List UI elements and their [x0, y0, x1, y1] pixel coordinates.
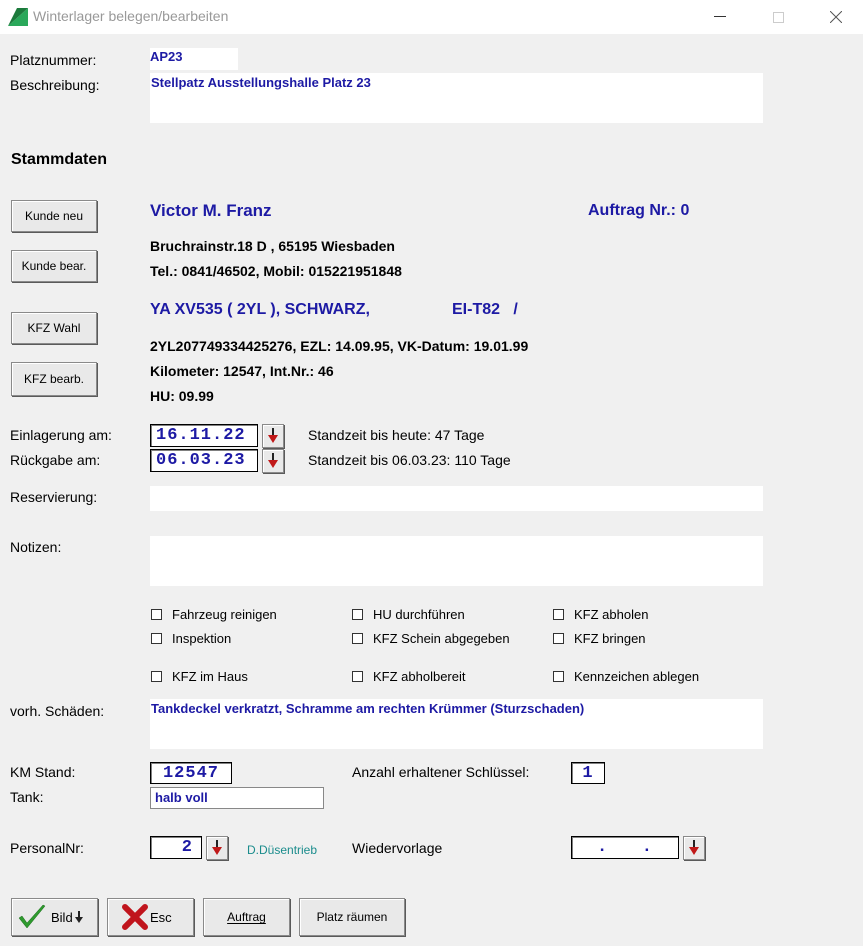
schaeden-field[interactable] — [150, 699, 763, 749]
arrow-down-icon — [689, 840, 699, 856]
bild-button[interactable] — [11, 898, 98, 936]
einlagerung-date-field[interactable] — [150, 424, 258, 447]
arrow-down-small-icon — [75, 911, 83, 923]
kunde-adresse: Bruchrainstr.18 D , 65195 Wiesbaden — [150, 238, 395, 254]
checkbox-box[interactable] — [352, 633, 363, 644]
checkbox-fahrzeug-reinigen[interactable] — [151, 607, 277, 622]
kunde-neu-button[interactable]: Kunde neu — [11, 200, 97, 232]
checkbox-label: Inspektion — [172, 631, 232, 646]
stammdaten-heading: Stammdaten — [11, 151, 108, 168]
rueckgabe-date-field[interactable] — [150, 449, 258, 472]
checkbox-label: Kennzeichen ablegen — [574, 669, 700, 684]
arrow-down-icon — [268, 453, 278, 469]
wiedervorlage-picker-button[interactable] — [683, 836, 705, 860]
km-stand-value: 12547 — [162, 763, 219, 783]
checkbox-label: KFZ bringen — [574, 631, 646, 646]
checkbox-label: HU durchführen — [373, 607, 465, 622]
checkbox-label: KFZ abholen — [574, 607, 649, 622]
window-title: Winterlager belegen/bearbeiten — [33, 8, 229, 24]
standzeit-heute-text: Standzeit bis heute: 47 Tage — [308, 427, 485, 443]
notizen-label: Notizen: — [10, 539, 62, 555]
checkbox-label: Fahrzeug reinigen — [172, 607, 277, 622]
checkbox-kfz-abholen[interactable] — [553, 607, 648, 622]
kfz-title: YA XV535 ( 2YL ), SCHWARZ, — [150, 301, 370, 318]
checkbox-kfz-abholbereit[interactable] — [352, 669, 466, 684]
checkbox-box[interactable] — [352, 671, 363, 682]
platznummer-value: AP23 — [150, 49, 183, 64]
checkbox-hu-durchfuehren[interactable] — [352, 607, 465, 622]
checkbox-kennzeichen-ablegen[interactable] — [553, 669, 699, 684]
schaeden-value: Tankdeckel verkratzt, Schramme am rechten Krümmer (Sturzschaden) — [151, 701, 585, 716]
reservierung-label: Reservierung: — [10, 489, 98, 505]
einlagerung-date-picker-button[interactable] — [262, 424, 284, 448]
kunde-bear-button[interactable]: Kunde bear. — [11, 250, 97, 282]
platznummer-label: Platznummer: — [10, 52, 97, 68]
wiedervorlage-field[interactable] — [571, 836, 679, 859]
schluessel-field[interactable] — [571, 762, 605, 784]
platz-raeumen-button[interactable] — [299, 898, 405, 936]
title-bar — [0, 0, 863, 34]
schluessel-label: Anzahl erhaltener Schlüssel: — [352, 764, 530, 780]
auftrag-nummer: Auftrag Nr.: 0 — [588, 202, 690, 219]
beschreibung-field[interactable] — [150, 73, 763, 123]
einlagerung-date-value: 16.11.22 — [156, 426, 246, 445]
arrow-down-icon — [268, 428, 278, 444]
kfz-fin: 2YL207749334425276, EZL: 14.09.95, VK-Datum: 19.01.99 — [150, 338, 529, 354]
notizen-field[interactable] — [150, 536, 763, 586]
beschreibung-value: Stellpatz Ausstellungshalle Platz 23 — [151, 75, 371, 90]
minimize-icon — [714, 16, 726, 18]
personal-name: D.Düsentrieb — [247, 843, 318, 857]
checkbox-box[interactable] — [151, 671, 162, 682]
tank-field[interactable] — [150, 787, 324, 809]
checkbox-label: KFZ im Haus — [172, 669, 248, 684]
checkbox-kfz-im-haus[interactable] — [151, 669, 248, 684]
kfz-bearb-button[interactable]: KFZ bearb. — [11, 362, 97, 396]
km-stand-label: KM Stand: — [10, 764, 76, 780]
checkbox-box[interactable] — [352, 609, 363, 620]
rueckgabe-label: Rückgabe am: — [10, 452, 101, 468]
beschreibung-label: Beschreibung: — [10, 77, 100, 93]
checkbox-label: KFZ Schein abgegeben — [373, 631, 510, 646]
close-icon — [830, 11, 842, 23]
maximize-button[interactable] — [755, 0, 801, 34]
checkbox-box[interactable] — [151, 633, 162, 644]
maximize-icon — [773, 12, 784, 23]
checkbox-kfz-bringen[interactable] — [553, 631, 646, 646]
standzeit-bis-text: Standzeit bis 06.03.23: 110 Tage — [308, 452, 511, 468]
app-icon — [8, 8, 28, 26]
platznummer-field[interactable] — [150, 48, 238, 70]
bild-label: Bild — [51, 909, 73, 925]
x-cancel-icon — [122, 904, 148, 930]
auftrag-label: Auftrag — [227, 910, 266, 924]
checkbox-box[interactable] — [151, 609, 162, 620]
esc-button[interactable] — [107, 898, 194, 936]
checkbox-label: KFZ abholbereit — [373, 669, 466, 684]
checkmark-icon — [17, 904, 47, 930]
personalnr-label: PersonalNr: — [10, 840, 84, 856]
tank-value: halb voll — [155, 790, 208, 805]
checkbox-inspektion[interactable] — [151, 631, 231, 646]
platz-raeumen-label: Platz räumen — [316, 910, 388, 924]
kfz-hu: HU: 09.99 — [150, 388, 214, 404]
kunde-name: Victor M. Franz — [150, 201, 272, 220]
kfz-kilometer: Kilometer: 12547, Int.Nr.: 46 — [150, 363, 334, 379]
kfz-wahl-button[interactable]: KFZ Wahl — [11, 312, 97, 344]
arrow-down-icon — [212, 840, 222, 856]
esc-label: Esc — [150, 909, 172, 925]
personalnr-field[interactable] — [150, 836, 202, 859]
personalnr-picker-button[interactable] — [206, 836, 228, 860]
checkbox-box[interactable] — [553, 671, 564, 682]
minimize-button[interactable] — [697, 0, 743, 34]
km-stand-field[interactable] — [150, 762, 232, 784]
kunde-telefon: Tel.: 0841/46502, Mobil: 015221951848 — [150, 263, 402, 279]
schaeden-label: vorh. Schäden: — [10, 703, 105, 719]
tank-label: Tank: — [10, 789, 44, 805]
close-button[interactable] — [813, 0, 859, 34]
einlagerung-label: Einlagerung am: — [10, 427, 112, 443]
rueckgabe-date-picker-button[interactable] — [262, 449, 284, 473]
auftrag-button[interactable] — [203, 898, 290, 936]
rueckgabe-date-value: 06.03.23 — [156, 451, 246, 470]
wiedervorlage-value: . . — [596, 838, 653, 857]
kfz-code: EI-T82 / — [452, 301, 518, 318]
checkbox-box[interactable] — [553, 609, 564, 620]
wiedervorlage-label: Wiedervorlage — [352, 840, 443, 856]
personalnr-value: 2 — [181, 838, 193, 857]
checkbox-box[interactable] — [553, 633, 564, 644]
checkbox-kfz-schein-abgegeben[interactable] — [352, 631, 510, 646]
schluessel-value: 1 — [582, 763, 594, 783]
reservierung-field[interactable] — [150, 486, 763, 511]
